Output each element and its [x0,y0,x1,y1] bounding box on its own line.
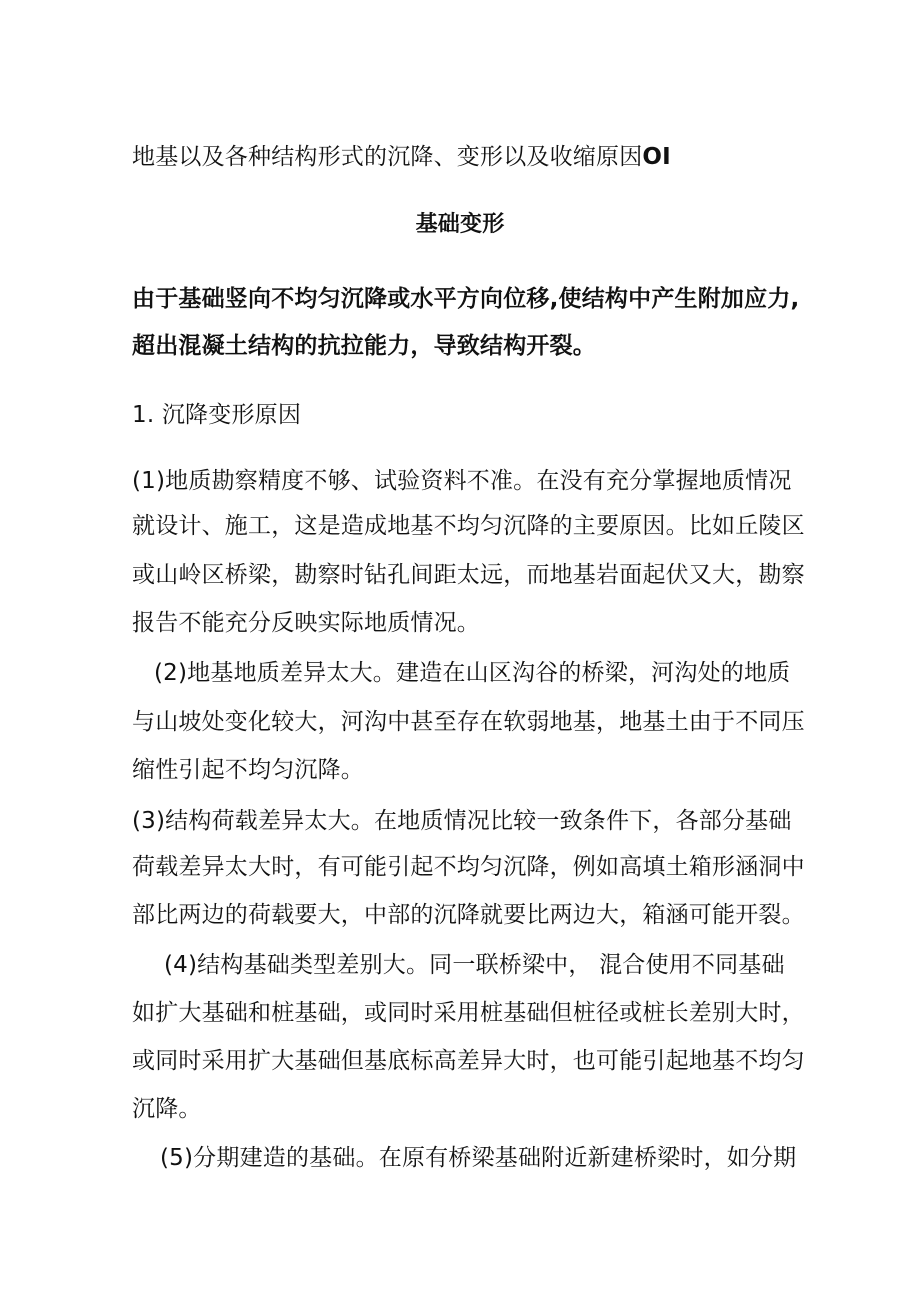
section-heading: 基础变形 [415,212,505,237]
para4-line-4: 沉降。 [132,1096,202,1122]
para4-line-3: 或同时采用扩大基础但基底标高差异大时，也可能引起地基不均匀 [132,1048,805,1074]
intro-line-1: 由于基础竖向不均匀沉降或水平方向位移,使结构中产生附加应力, [132,286,800,312]
para3-line-1: (3)结构荷载差异太大。在地质情况比较一致条件下，各部分基础 [132,808,792,834]
para2-line-1: (2)地基地质差异太大。建造在山区沟谷的桥梁，河沟处的地质 [154,660,791,686]
para1-line-4: 报告不能充分反映实际地质情况。 [132,610,480,636]
document-title [132,142,671,172]
para5-line-1: (5)分期建造的基础。在原有桥梁基础附近新建桥梁时，如分期 [160,1145,797,1171]
para3-line-3: 部比两边的荷载要大，中部的沉降就要比两边大，箱涵可能开裂。 [132,902,805,928]
para2-line-3: 缩性引起不均匀沉降。 [132,757,364,783]
para1-line-1: (1)地质勘察精度不够、试验资料不准。在没有充分掌握地质情况 [132,468,792,494]
para4-line-2: 如扩大基础和桩基础，或同时采用桩基础但桩径或桩长差别大时， [132,1000,805,1026]
document-title-tail: OI [642,144,671,170]
document-title-text: 地基以及各种结构形式的沉降、变形以及收缩原因 [132,144,643,170]
para3-line-2: 荷载差异太大时，有可能引起不均匀沉降，例如高填土箱形涵洞中 [132,854,805,880]
intro-line-2: 超出混凝土结构的抗拉能力，导致结构开裂。 [132,333,596,359]
subsection-heading: 1. 沉降变形原因 [132,402,302,428]
para4-line-1: (4)结构基础类型差别大。同一联桥梁中， 混合使用不同基础 [164,952,785,978]
para2-line-2: 与山坡处变化较大，河沟中甚至存在软弱地基，地基土由于不同压 [132,709,805,735]
para1-line-2: 就设计、施工，这是造成地基不均匀沉降的主要原因。比如丘陵区 [132,513,805,539]
para1-line-3: 或山岭区桥梁，勘察时钻孔间距太远，而地基岩面起伏又大，勘察 [132,562,805,588]
